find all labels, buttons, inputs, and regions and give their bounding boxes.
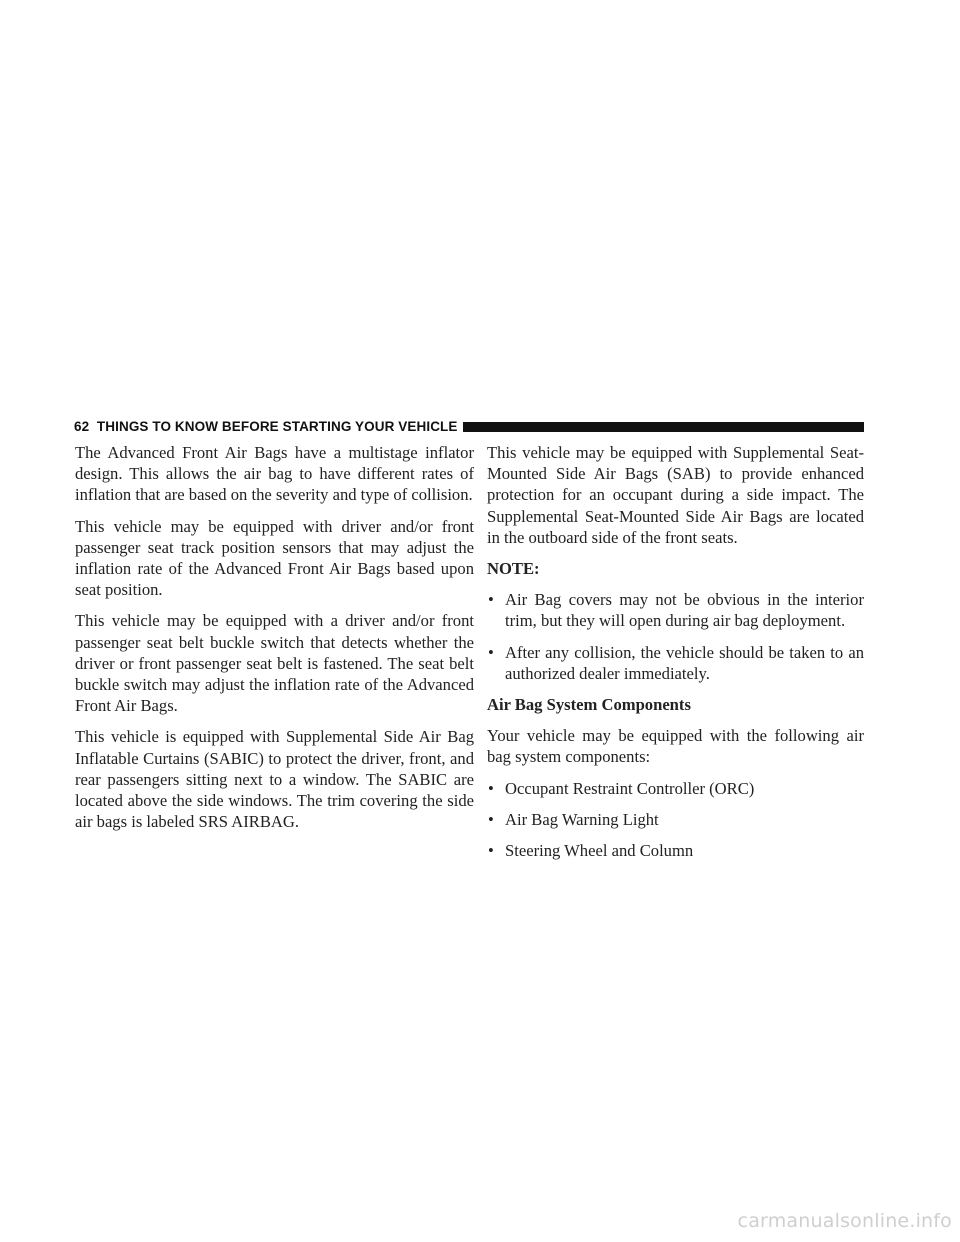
bullet-icon: • [488,778,494,798]
note-label: NOTE: [487,559,540,579]
components-list [487,778,864,862]
bullet-icon: • [488,809,494,829]
component-text: Air Bag Warning Light [505,809,659,829]
list-item [487,642,864,684]
right-column [487,442,864,871]
paragraph-seat-mounted-side-air-bags: This vehicle may be equipped with Supplemental Seat-Mounted Side Air Bags (SAB) to provide enhanced protection for an occupant during a side impact. The Supplemental Seat-Mounted Side Air Bags are located in the outboard side of the front seats. [487,443,864,547]
section-heading: Air Bag System Components [487,695,691,715]
list-item [487,809,864,830]
watermark: carmanualsonline.info [737,1210,952,1232]
page-number: 62 [74,418,90,434]
left-column [75,442,474,832]
paragraph-seat-belt-buckle-switch: This vehicle may be equipped with a driver and/or front passenger seat belt buckle switch that detects whether the driver or front passenger seat belt is fastened. The seat belt buckle switch may adjust the inflation rate of the Advanced Front Air Bags. [75,611,474,716]
note-text: After any collision, the vehicle should be taken to an authorized dealer immediately. [505,642,864,683]
paragraph-sabic: This vehicle is equipped with Supplemental Side Air Bag Inflatable Curtains (SABIC) to protect the driver, front, and rear passengers sitting next to a window. The SABIC are located above the side windows. The trim covering the side air bags is labeled SRS AIRBAG. [75,727,474,832]
note-text: Air Bag covers may not be obvious in the interior trim, but they will open during air bag deployment. [505,590,864,631]
bullet-icon: • [488,841,494,861]
paragraph-multistage-inflator: The Advanced Front Air Bags have a multistage inflator design. This allows the air bag to have different rates of inflation that are based on the severity and type of collision. [75,443,474,505]
chapter-title: THINGS TO KNOW BEFORE STARTING YOUR VEHICLE [96,418,458,434]
list-item [487,589,864,631]
note-list [487,589,864,684]
list-item [487,778,864,799]
list-item [487,840,864,861]
component-text: Steering Wheel and Column [505,841,694,861]
bullet-icon: • [488,642,494,662]
header-rule [463,422,865,432]
paragraph-seat-track-sensors: This vehicle may be equipped with driver and/or front passenger seat track position sensors that may adjust the inflation rate of the Advanced Front Air Bags based upon seat position. [75,516,474,600]
page-header [74,417,864,435]
component-text: Occupant Restraint Controller (ORC) [505,778,755,798]
page-header-text [74,419,458,434]
paragraph-components-intro: Your vehicle may be equipped with the following air bag system components: [487,726,864,767]
bullet-icon: • [488,590,494,610]
